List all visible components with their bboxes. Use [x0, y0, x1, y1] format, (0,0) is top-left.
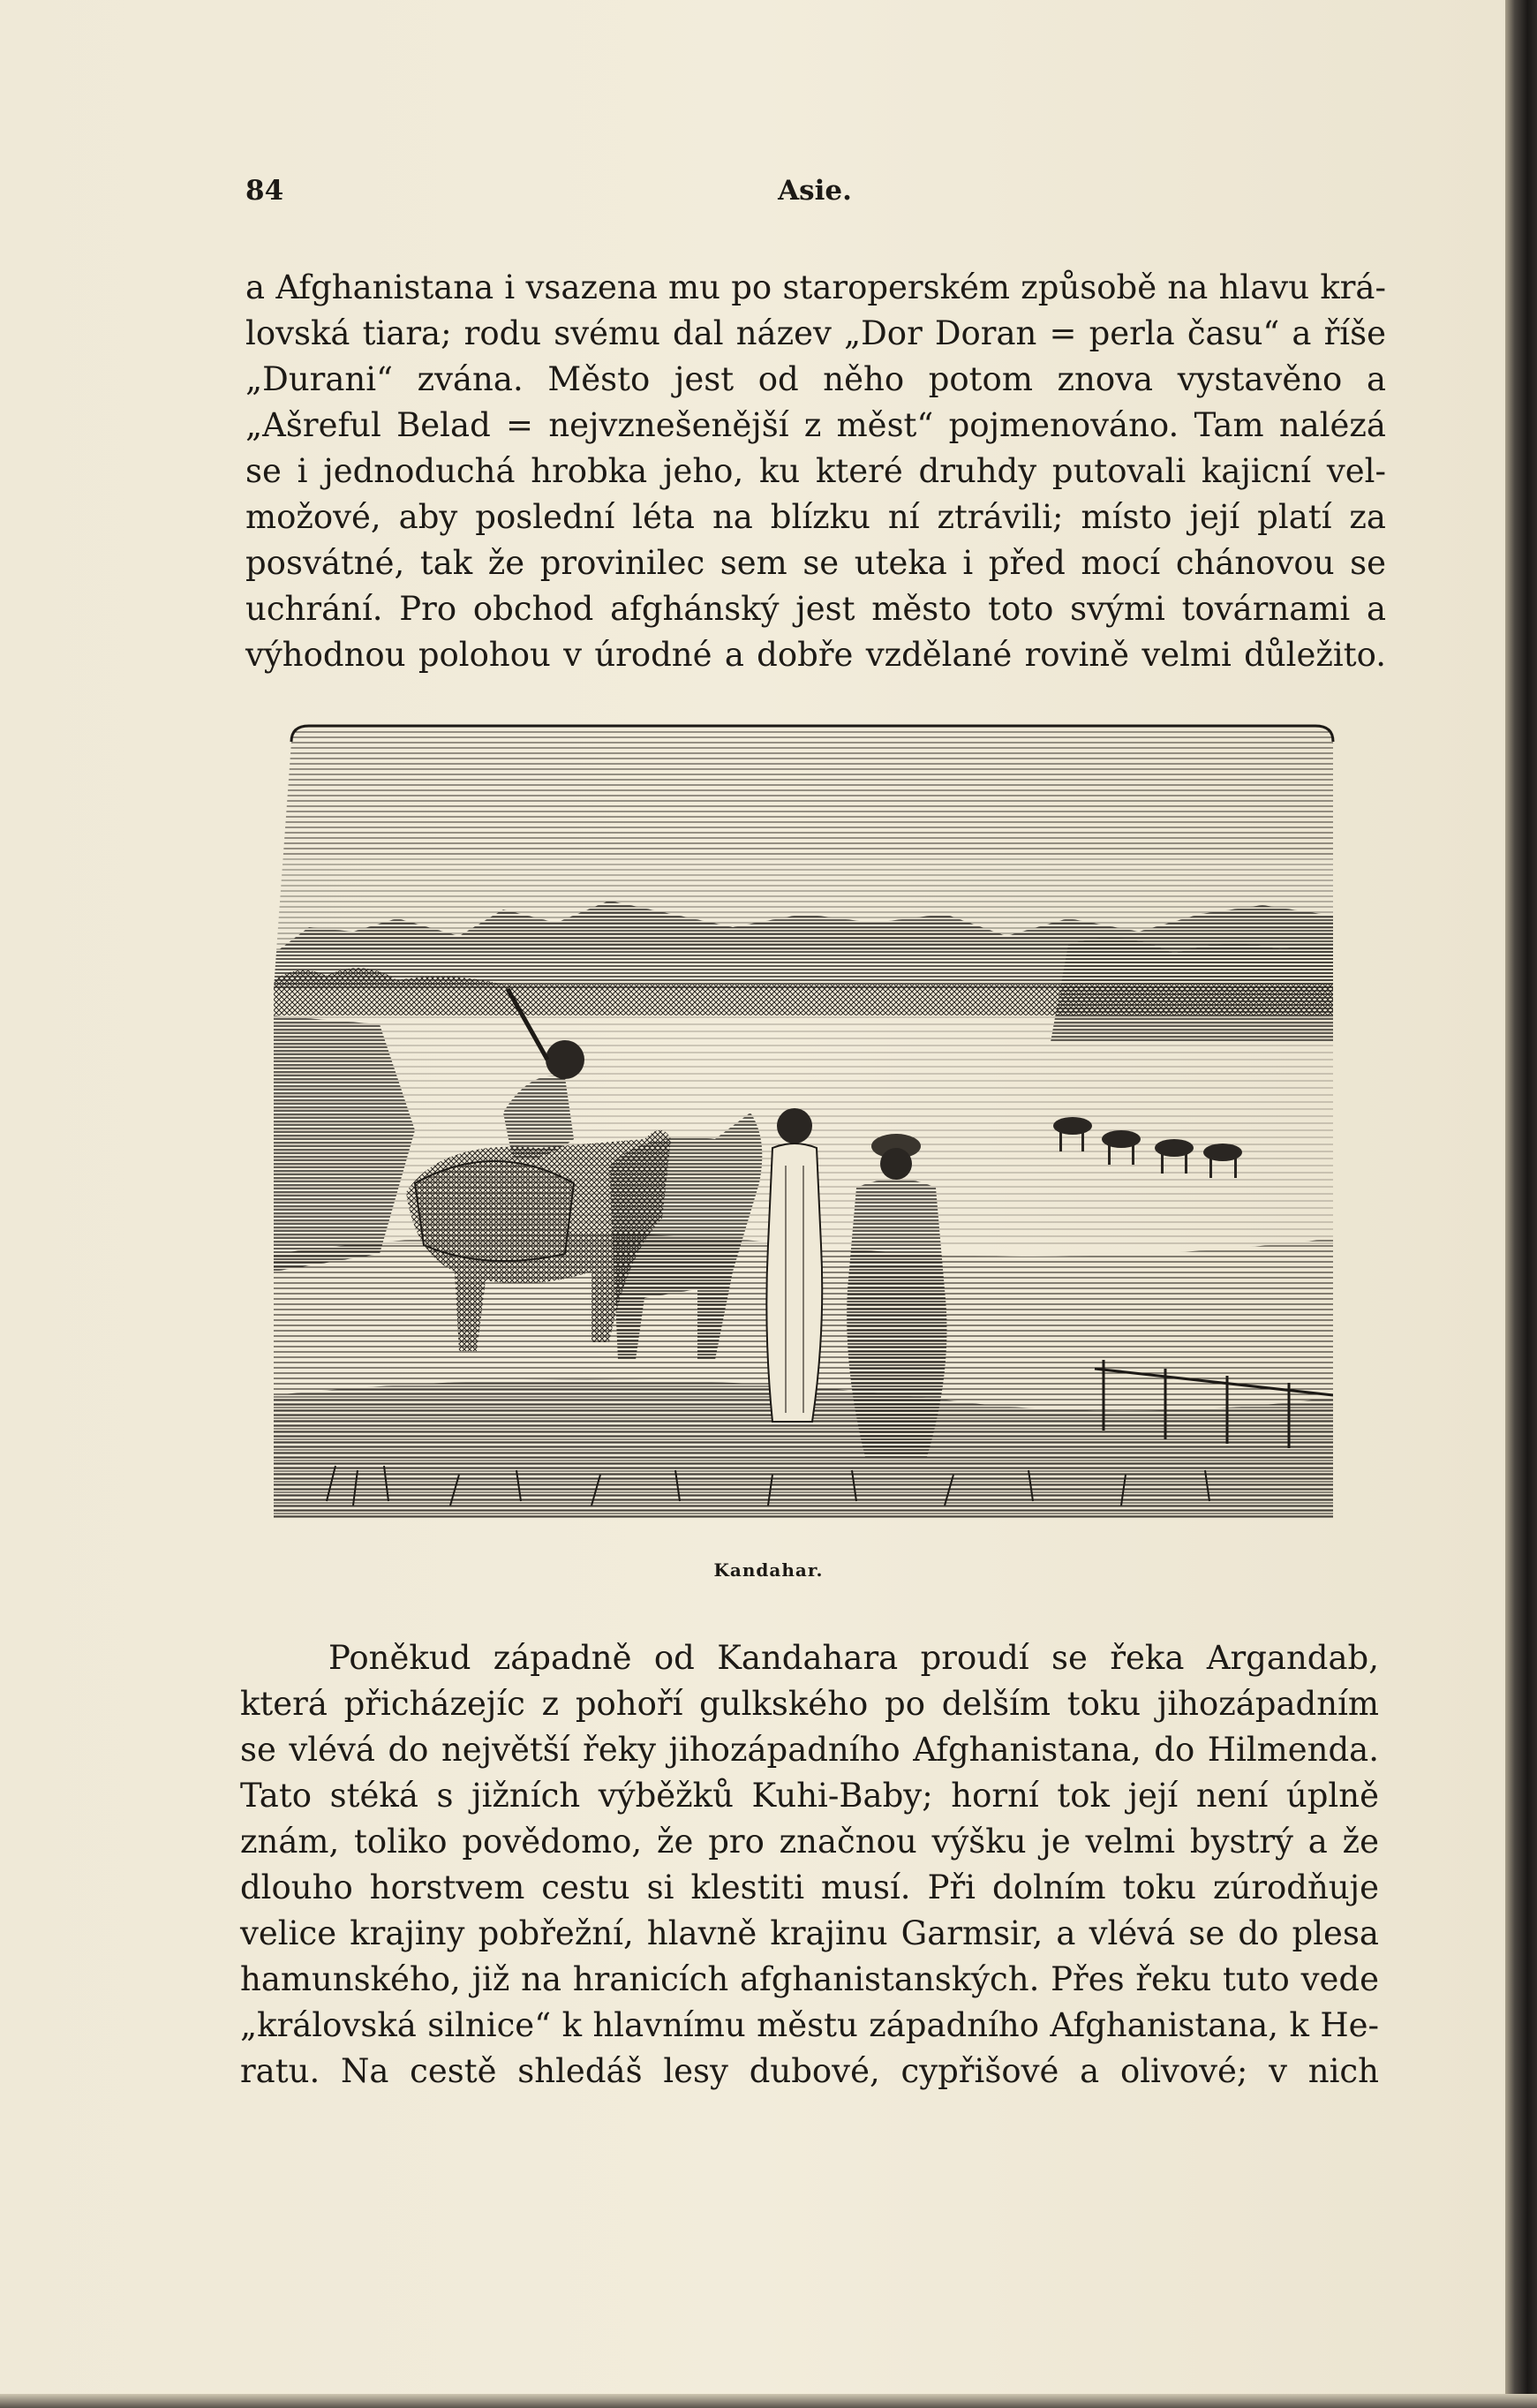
- text-line: znám, toliko povědomo, že pro značnou výšku je velmi bystrý a že: [240, 1823, 1379, 1861]
- text-line: „Durani“ zvána. Město jest od něho potom znova vystavěno a: [245, 360, 1386, 398]
- book-spine: [1505, 0, 1537, 2408]
- text-line: možové, aby poslední léta na blízku ní ztrávili; místo její platí za: [245, 498, 1386, 536]
- text-line: velice krajiny pobřežní, hlavně krajinu Garmsir, a vlévá se do plesa: [240, 1914, 1379, 1952]
- text-line: se vlévá do největší řeky jihozápadního Afghanistana, do Hilmenda.: [240, 1731, 1379, 1769]
- paragraph-1: [245, 265, 1386, 678]
- text-line: se i jednoduchá hrobka jeho, ku které druhdy putovali kajicní vel-: [245, 452, 1386, 490]
- running-title: Asie.: [778, 175, 852, 207]
- text-line: „královská silnice“ k hlavnímu městu západního Afghanistana, k He-: [240, 2006, 1379, 2044]
- page-bottom-edge: [0, 2394, 1537, 2408]
- text-line: lovská tiara; rodu svému dal název „Dor Doran = perla času“ a říše: [245, 314, 1386, 352]
- text-line: Tato stéká s jižních výběžků Kuhi-Baby; horní tok její není úplně: [240, 1777, 1379, 1815]
- text-line: „Ašreful Belad = nejvznešenější z měst“ pojmenováno. Tam nalézá: [245, 406, 1386, 444]
- page-header: [245, 175, 1384, 214]
- engraving-kandahar: [274, 724, 1351, 1528]
- text-line: a Afghanistana i vsazena mu po staroperském způsobě na hlavu krá-: [245, 268, 1386, 306]
- text-line: dlouho horstvem cestu si klestiti musí. Při dolním toku zúrodňuje: [240, 1868, 1379, 1906]
- text-line: která přicházejíc z pohoří gulkského po delším toku jihozápadním: [240, 1685, 1379, 1723]
- text-line: hamunského, již na hranicích afghanistanských. Přes řeku tuto vede: [240, 1960, 1379, 1998]
- text-line: posvátné, tak že provinilec sem se uteka i před mocí chánovou se: [245, 544, 1386, 582]
- text-line: ratu. Na cestě shledáš lesy dubové, cypřišové a olivové; v nich: [240, 2052, 1379, 2090]
- page-number: 84: [245, 175, 284, 207]
- paragraph-2: [240, 1635, 1379, 2095]
- man-in-white: [766, 1108, 822, 1422]
- text-line: Poněkud západně od Kandahara proudí se řeka Argandab,: [328, 1639, 1379, 1677]
- text-line: uchrání. Pro obchod afghánský jest město toto svými továrnami a: [245, 590, 1386, 628]
- figure-caption: Kandahar.: [713, 1559, 824, 1581]
- text-line: výhodnou polohou v úrodné a dobře vzdělané rovině velmi důležito.: [245, 636, 1386, 674]
